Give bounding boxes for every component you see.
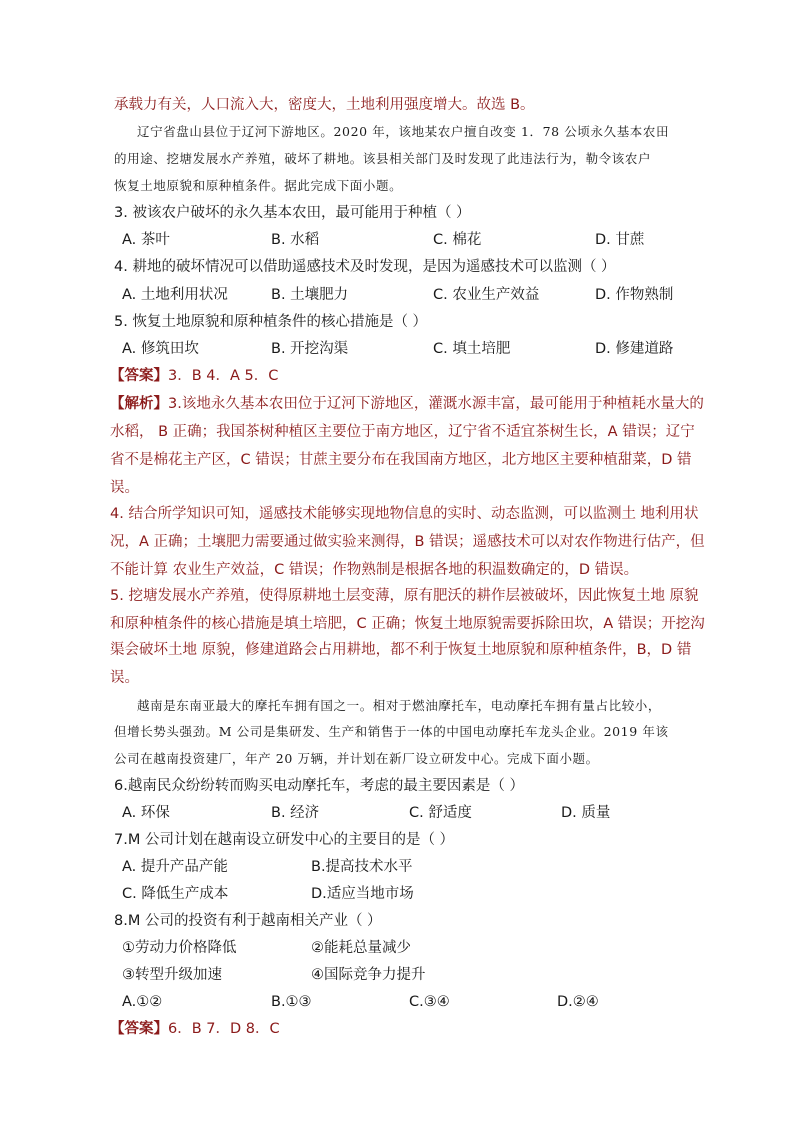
q8-option-d: D.②④ [557,994,599,1010]
q4-option-c: C. 农业生产效益 [433,287,540,303]
q6-option-d: D. 质量 [561,805,611,821]
explanation-line-9: 和原种植条件的核心措施是填土培肥，C 正确；恢复土地原貌需要拆除田坎，A 错误；开挖沟 [110,616,705,632]
answer-values: 3．B 4．A 5．C [168,368,279,384]
explanation-line-5: 4. 结合所学知识可知，遥感技术能够实现地物信息的实时、动态监测，可以监测土 地利用状 [110,506,699,522]
answer-values: 6．B 7．D 8．C [168,1021,280,1037]
question-5: 5. 恢复土地原貌和原种植条件的核心措施是（ ） [114,314,428,330]
explanation-tag: 【解析】 [110,396,168,412]
prev-explanation-tail: 承载力有关，人口流入大，密度大，土地利用强度增大。故选 B。 [114,97,535,113]
explanation-line-11: 误。 [110,670,139,686]
q8-option-b: B.①③ [271,994,312,1010]
explanation-line-6: 况，A 正确；土壤肥力需要通过做实验来测得，B 错误；遥感技术可以对农作物进行估产，但 [110,534,705,550]
q6-option-a: A. 环保 [122,805,170,821]
q7-option-d: D.适应当地市场 [311,886,414,902]
question-6: 6.越南民众纷纷转而购买电动摩托车，考虑的最主要因素是（ ） [114,778,524,794]
explanation-line-4: 误。 [110,480,139,496]
passage-1-line-2: 的用途、挖塘发展水产养殖，破坏了耕地。该县相关部门及时发现了此违法行为，勒令该农户 [114,151,652,166]
question-7: 7.M 公司计划在越南设立研发中心的主要目的是（ ） [114,832,455,848]
q3-option-b: B. 水稻 [271,232,320,248]
q3-option-d: D. 甘蔗 [595,232,645,248]
q6-option-c: C. 舒适度 [409,805,472,821]
explanation-line-7: 不能计算 农业生产效益，C 错误；作物熟制是根据各地的积温数确定的，D 错误。 [110,562,639,578]
q7-option-b: B.提高技术水平 [311,859,413,875]
q3-option-a: A. 茶叶 [122,232,170,248]
q5-option-c: C. 填土培肥 [433,341,511,357]
q5-option-a: A. 修筑田坎 [122,341,199,357]
q5-option-d: D. 修建道路 [595,341,674,357]
passage-2-line-1: 越南是东南亚最大的摩托车拥有国之一。相对于燃油摩托车，电动摩托车拥有量占比较小， [137,698,662,713]
question-3: 3. 被该农户破坏的永久基本农田，最可能用于种植（ ） [114,205,471,221]
answer-tag: 【答案】 [110,368,168,384]
q8-statement-2: ②能耗总量减少 [311,940,411,956]
q7-option-a: A. 提升产品产能 [122,859,228,875]
q3-option-c: C. 棉花 [433,232,482,248]
explanation-line-3: 省不是棉花主产区，C 错误；甘蔗主要分布在我国南方地区，北方地区主要种植甜菜，D 错 [110,452,692,468]
question-8: 8.M 公司的投资有利于越南相关产业（ ） [114,913,382,929]
passage-1-line-1: 辽宁省盘山县位于辽河下游地区。2020 年，该地某农户擅自改变 1．78 公顷永久基本农田 [137,124,670,139]
q8-option-c: C.③④ [409,994,450,1010]
passage-2-line-3: 公司在越南投资建厂，年产 20 万辆，并计划在新厂设立研发中心。完成下面小题。 [114,751,599,766]
q4-option-b: B. 土壤肥力 [271,287,349,303]
answer-block-1 [110,366,278,386]
passage-2-line-2: 但增长势头强劲。M 公司是集研发、生产和销售于一体的中国电动摩托车龙头企业。2019 年该 [114,724,669,739]
q8-statement-3: ③转型升级加速 [122,967,222,983]
q8-statement-1: ①劳动力价格降低 [122,940,237,956]
q8-statement-4: ④国际竞争力提升 [311,967,426,983]
q4-option-d: D. 作物熟制 [595,287,674,303]
answer-tag: 【答案】 [110,1021,168,1037]
q8-option-a: A.①② [122,994,163,1010]
question-4: 4. 耕地的破坏情况可以借助遥感技术及时发现，是因为遥感技术可以监测（ ） [114,259,616,275]
explanation-line-8: 5. 挖塘发展水产养殖，使得原耕地土层变薄，原有肥沃的耕作层被破坏，因此恢复土地 原貌 [110,588,699,604]
explanation-line-1 [110,394,704,414]
explanation-line-2: 水稻， B 正确；我国茶树种植区主要位于南方地区，辽宁省不适宜茶树生长，A 错误；辽宁 [110,424,695,440]
q4-option-a: A. 土地利用状况 [122,287,228,303]
answer-block-2 [110,1019,280,1039]
q7-option-c: C. 降低生产成本 [122,886,229,902]
explanation-text: 3.该地永久基本农田位于辽河下游地区，灌溉水源丰富，最可能用于种植耗水量大的 [168,396,704,412]
q5-option-b: B. 开挖沟渠 [271,341,349,357]
explanation-line-10: 渠会破坏土地 原貌，修建道路会占用耕地，都不利于恢复土地原貌和原种植条件，B，D 错 [110,642,692,658]
q6-option-b: B. 经济 [271,805,320,821]
passage-1-line-3: 恢复土地原貌和原种植条件。据此完成下面小题。 [114,178,403,193]
